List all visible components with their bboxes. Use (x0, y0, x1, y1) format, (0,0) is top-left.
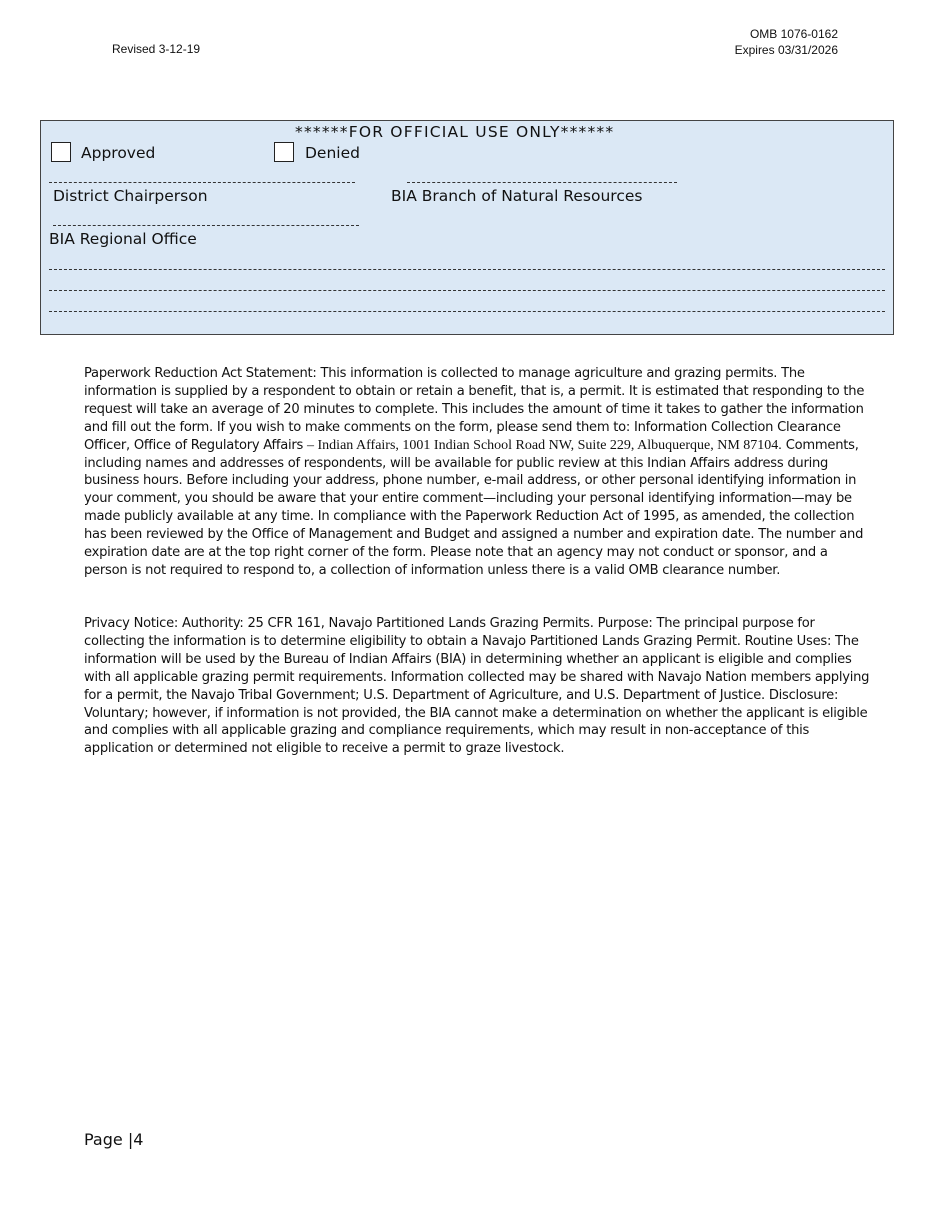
bia-branch-signature-line[interactable] (407, 182, 677, 183)
bia-branch-label: BIA Branch of Natural Resources (391, 187, 643, 205)
district-chairperson-label: District Chairperson (53, 187, 208, 205)
pra-address: – Indian Affairs, 1001 Indian School Road NW, Suite 229, Albuquerque, NM 87104. (307, 437, 782, 453)
official-use-title: ******FOR OFFICIAL USE ONLY****** (295, 123, 615, 141)
comment-line[interactable] (49, 311, 885, 312)
bia-regional-signature-line[interactable] (53, 225, 359, 226)
privacy-notice: Privacy Notice: Authority: 25 CFR 161, Navajo Partitioned Lands Grazing Permits. Purpose: The principal purpose for collecting the information is to determine eligibility to obtain a Navajo Partitioned Lands Grazing Permit. Routine Uses: The information will be used by the Bureau of Indian Affairs (BIA) in determining whether an applicant is eligible and complies with all applicable grazing permit requirements. Information collected may be shared with Navajo Nation members applying for a permit, the Navajo Tribal Government; U.S. Department of Agriculture, and U.S. Department of Justice. Disclosure: Voluntary; however, if information is not provided, the BIA cannot make a determination on whether the applicant is eligible and complies with all applicable grazing and compliance requirements, which may result in non-acceptance of this application or determined not eligible to receive a permit to graze livestock. (84, 616, 870, 757)
approved-label: Approved (81, 144, 156, 162)
denied-checkbox[interactable] (274, 142, 294, 162)
omb-info (735, 26, 838, 58)
comment-line[interactable] (49, 290, 885, 291)
pra-text-part1: Paperwork Reduction Act Statement: This information is collected to manage agriculture and grazing permits. The information is supplied by a respondent to obtain or retain a benefit, that is, a permit. It is estimated that responding to the request will take an average of 20 minutes to complete. This includes the amount of time it takes to gather the information and fill out the form. If you wish to make comments on the form, please send them to: Information Collection Clearance Officer, Office of Regulatory Affairs (84, 366, 865, 453)
paperwork-reduction-statement (84, 365, 870, 580)
approved-checkbox[interactable] (51, 142, 71, 162)
revised-date: Revised 3-12-19 (112, 42, 201, 56)
em-dash: — (791, 491, 805, 507)
comment-line[interactable] (49, 269, 885, 270)
pra-text-part3: including your personal identifying information (495, 491, 792, 507)
district-chairperson-signature-line[interactable] (49, 182, 355, 183)
denied-label: Denied (305, 144, 360, 162)
pra-text-part2: Comments, including names and addresses of respondents, will be available for public review at this Indian Affairs address during business hours. Before including your address, phone number, e-mail address, or other personal identifying information in your comment, you should be aware that your entire comment (84, 437, 859, 507)
em-dash: — (483, 491, 496, 507)
pra-text-part4: may be made publicly available at any time. In compliance with the Paperwork Reduction Act of 1995, as amended, the collection has been reviewed by the Office of Management and Budget and assigned a number and expiration date. The number and expiration date are at the top right corner of the form. Please note that an agency may not conduct or sponsor, and a person is not required to respond to, a collection of information unless there is a valid OMB clearance number. (84, 491, 864, 578)
omb-expiration: Expires 03/31/2026 (734, 43, 838, 57)
bia-regional-label: BIA Regional Office (49, 230, 197, 248)
official-use-box (40, 120, 894, 335)
page-number: Page |4 (84, 1130, 144, 1149)
omb-number: OMB 1076-0162 (749, 27, 838, 41)
